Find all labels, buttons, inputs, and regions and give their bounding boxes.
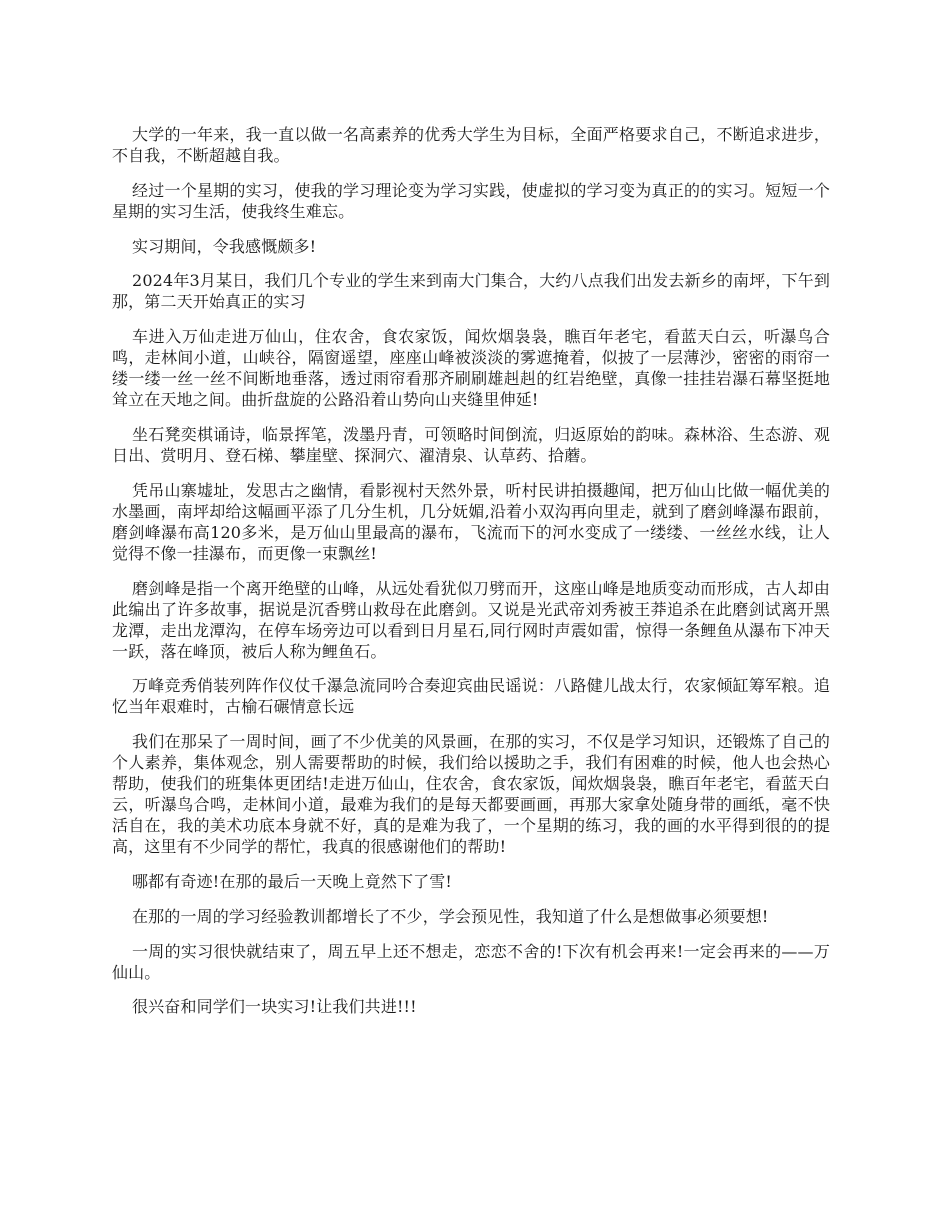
paragraph-5: 车进入万仙走进万仙山，住农舍，食农家饭，闻炊烟袅袅，瞧百年老宅，看蓝天白云，听瀑鸟合鸣，走林间小道，山峡谷，隔窗遥望，座座山峰被淡淡的雾遮掩着，似披了一层薄沙，密密的雨帘一缕一缕一丝一丝不间断地垂落，透过雨帘看那齐刷刷雄赳赳的红岩绝壁，真像一挂挂岩瀑石幕坚挺地耸立在天地之间。曲折盘旋的公路沿着山势向山夹缝里伸延!	[112, 327, 830, 410]
paragraph-14: 很兴奋和同学们一块实习!让我们共进!!!	[132, 997, 417, 1017]
paragraph-8: 磨剑峰是指一个离开绝壁的山峰，从远处看犹似刀劈而开，这座山峰是地质变动而形成，古人却由此编出了许多故事，据说是沉香劈山救母在此磨剑。又说是光武帝刘秀被王莽追杀在此磨剑试离开黑龙潭，走出龙潭沟，在停车场旁边可以看到日月星石,同行网时声震如雷，惊得一条鲤鱼从瀑布下冲天一跃，落在峰顶，被后人称为鲤鱼石。	[112, 578, 830, 661]
paragraph-12: 在那的一周的学习经验教训都增长了不少，学会预见性，我知道了什么是想做事必须要想!	[132, 906, 769, 926]
paragraph-4: 2024年3月某日，我们几个专业的学生来到南大门集合，大约八点我们出发去新乡的南坪，下午到那，第二天开始真正的实习	[112, 271, 830, 312]
paragraph-7: 凭吊山寨墟址，发思古之幽情，看影视村天然外景，听村民讲拍摄趣闻，把万仙山比做一幅优美的水墨画，南坪却给这幅画平添了几分生机，几分妩媚,沿着小双沟再向里走，就到了磨剑峰瀑布跟前，磨剑峰瀑布高120多米，是万仙山里最高的瀑布，飞流而下的河水变成了一缕缕、一丝丝水线，让人觉得不像一挂瀑布，而更像一束飘丝!	[112, 480, 830, 563]
paragraph-10: 我们在那呆了一周时间，画了不少优美的风景画，在那的实习，不仅是学习知识，还锻炼了自己的个人素养，集体观念，别人需要帮助的时候，我们给以援助之手，我们有困难的时候，他人也会热心帮助，使我们的班集体更团结!走进万仙山，住农舍，食农家饭，闻炊烟袅袅，瞧百年老宅，看蓝天白云，听瀑鸟合鸣，走林间小道，最难为我们的是每天都要画画，再那大家拿处随身带的画纸，毫不快活自在，我的美术功底本身就不好，真的是难为我了，一个星期的练习，我的画的水平得到很的的提高，这里有不少同学的帮忙，我真的很感谢他们的帮助!	[112, 732, 830, 857]
paragraph-9: 万峰竞秀俏装列阵作仪仗千瀑急流同吟合奏迎宾曲民谣说：八路健儿战太行，农家倾缸筹军粮。追忆当年艰难时，古榆石碾情意长远	[112, 676, 830, 717]
paragraph-3: 实习期间，令我感慨颇多!	[132, 236, 317, 256]
paragraph-2: 经过一个星期的实习，使我的学习理论变为学习实践，使虚拟的学习变为真正的的实习。短短一个星期的实习生活，使我终生难忘。	[112, 180, 830, 221]
paragraph-1: 大学的一年来，我一直以做一名高素养的优秀大学生为目标，全面严格要求自己，不断追求进步，不自我，不断超越自我。	[112, 125, 830, 165]
paragraph-6: 坐石凳奕棋诵诗，临景挥笔，泼墨丹青，可领略时间倒流，归返原始的韵味。森林浴、生态游、观日出、赏明月、登石梯、攀崖壁、探洞穴、濯清泉、认草药、拾蘑。	[112, 424, 830, 465]
paragraph-13: 一周的实习很快就结束了，周五早上还不想走，恋恋不舍的!下次有机会再来!一定会再来的——万仙山。	[112, 941, 830, 982]
paragraph-11: 哪都有奇迹!在那的最后一天晚上竟然下了雪!	[132, 871, 453, 891]
document-body	[112, 124, 830, 1031]
